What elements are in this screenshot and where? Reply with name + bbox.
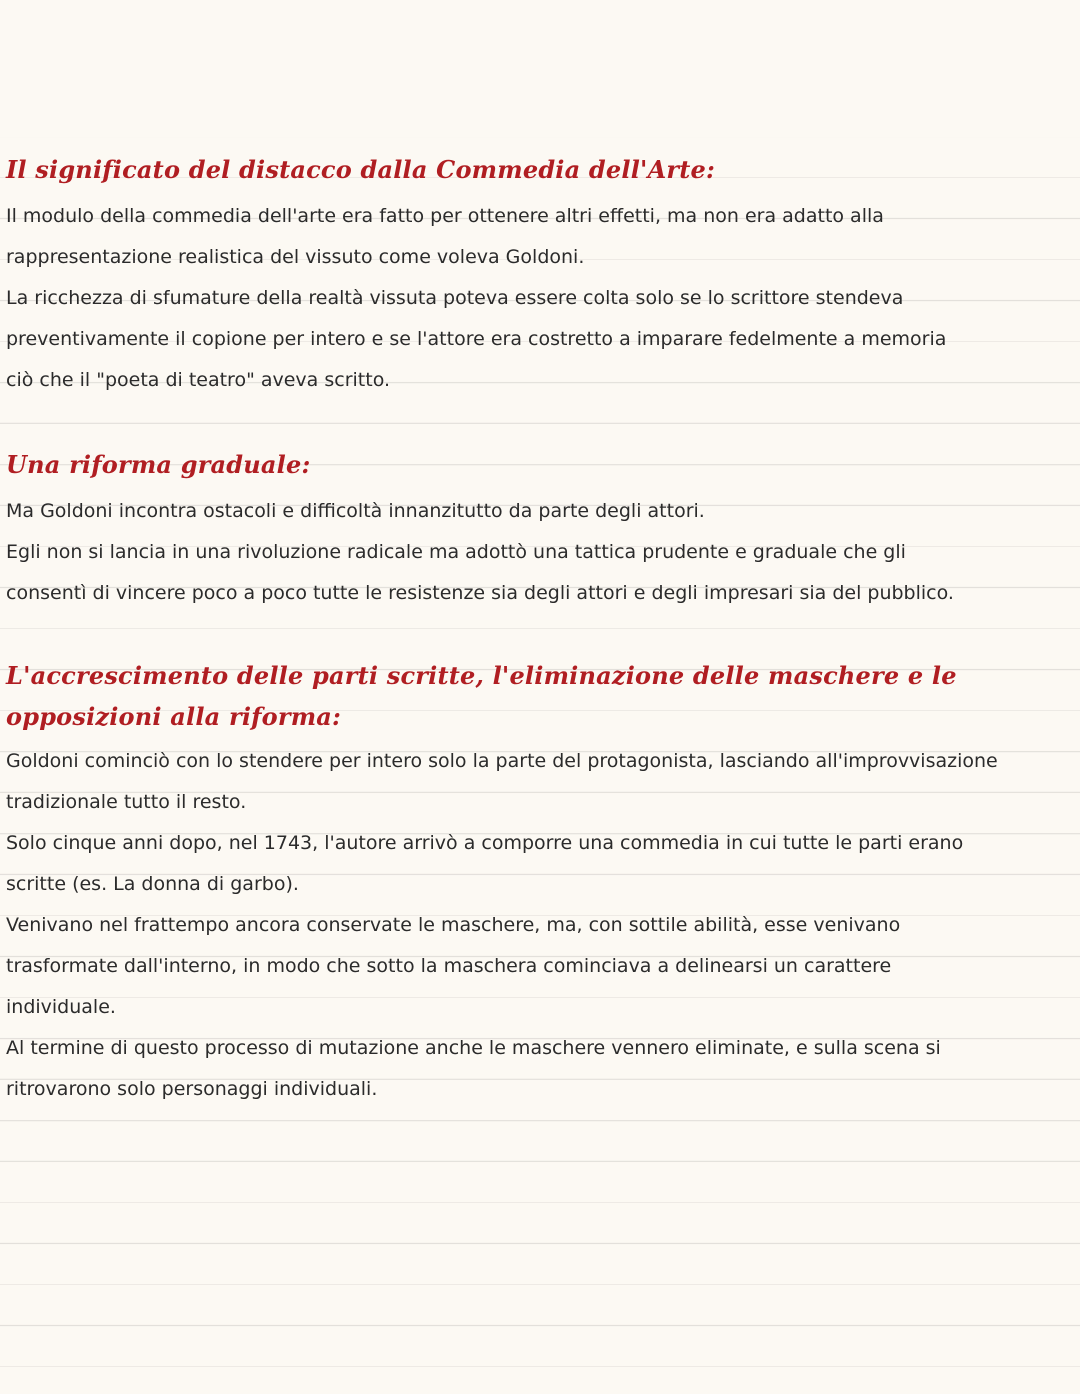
paragraph-line: Goldoni cominciò con lo stendere per intero solo la parte del protagonista, lasciando all'improvvisazione [6,750,998,772]
paragraph-line: La ricchezza di sfumature della realtà vissuta poteva essere colta solo se lo scrittore stendeva [6,287,904,309]
paragraph-line: ritrovarono solo personaggi individuali. [6,1078,378,1100]
paragraph-line: rappresentazione realistica del vissuto come voleva Goldoni. [6,246,585,268]
paragraph-line: Venivano nel frattempo ancora conservate le maschere, ma, con sottile abilità, esse venivano [6,914,901,936]
section-heading-distacco: Il significato del distacco dalla Commedia dell'Arte: [6,155,716,184]
paragraph-line: trasformate dall'interno, in modo che sotto la maschera cominciava a delinearsi un carattere [6,955,892,977]
paragraph-line: Ma Goldoni incontra ostacoli e difficoltà innanzitutto da parte degli attori. [6,500,705,522]
paragraph-line: individuale. [6,996,116,1018]
section-heading-accrescimento: L'accrescimento delle parti scritte, l'eliminazione delle maschere e le opposizioni alla riforma: [6,661,957,731]
paragraph-line: ciò che il "poeta di teatro" aveva scritto. [6,369,391,391]
section-heading-riforma-graduale: Una riforma graduale: [6,450,311,479]
paragraph-line: Il modulo della commedia dell'arte era fatto per ottenere altri effetti, ma non era adatto alla [6,205,884,227]
paragraph-line: tradizionale tutto il resto. [6,791,247,813]
paragraph-line: scritte (es. La donna di garbo). [6,873,299,895]
paragraph-line: Solo cinque anni dopo, nel 1743, l'autore arrivò a comporre una commedia in cui tutte le parti erano [6,832,964,854]
paragraph-line: preventivamente il copione per intero e se l'attore era costretto a imparare fedelmente a memoria [6,328,947,350]
paragraph-line: Al termine di questo processo di mutazione anche le maschere vennero eliminate, e sulla scena si [6,1037,941,1059]
paragraph-line: Egli non si lancia in una rivoluzione radicale ma adottò una tattica prudente e graduale che gli [6,541,906,563]
paragraph-line: consentì di vincere poco a poco tutte le resistenze sia degli attori e degli impresari sia del pubblico. [6,582,954,604]
